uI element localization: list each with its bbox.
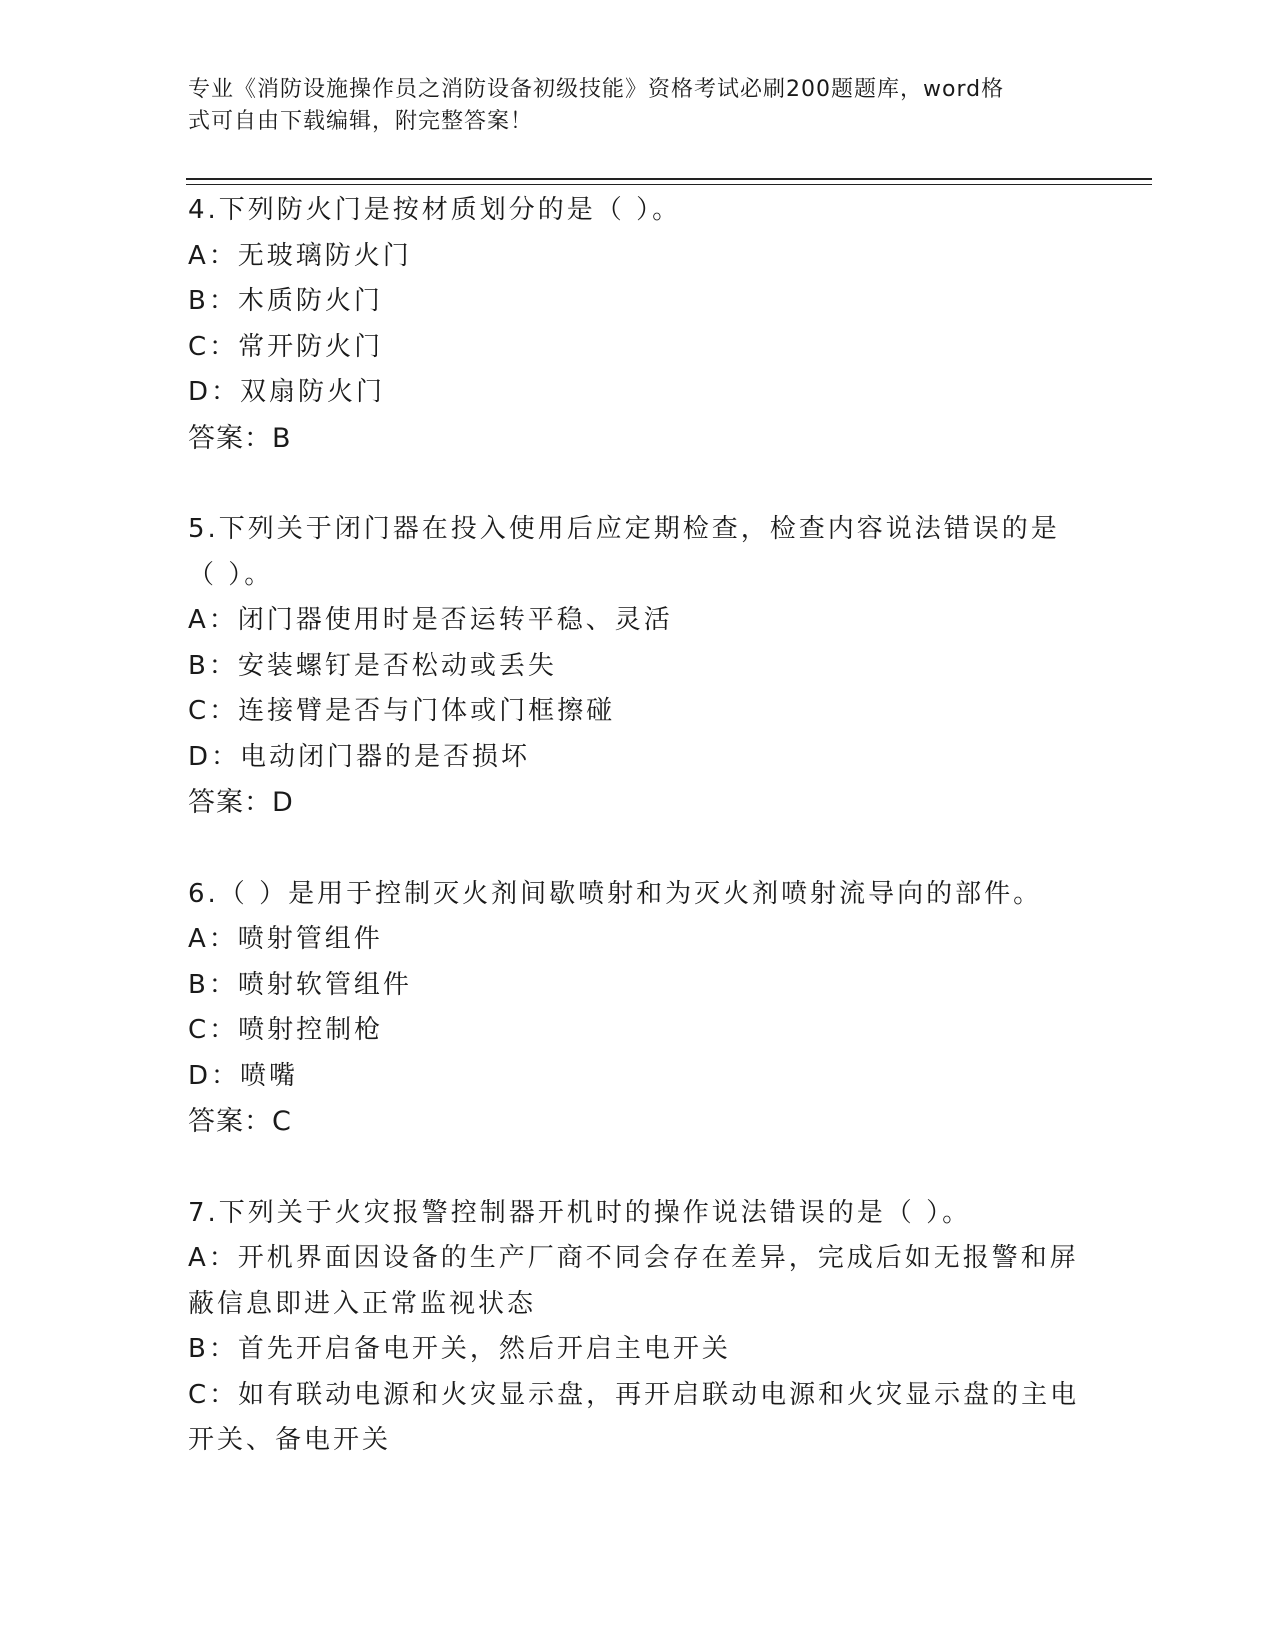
option-d: D：喷嘴 — [188, 1060, 299, 1091]
header-line-1: 专业《消防设施操作员之消防设备初级技能》资格考试必刷200题题库，word格 — [188, 77, 1005, 102]
answer-line: 答案：C — [188, 1106, 292, 1137]
option-b: B：喷射软管组件 — [188, 969, 412, 1000]
option-c: C：喷射控制枪 — [188, 1015, 384, 1045]
question-stem: 7.下列关于火灾报警控制器开机时的操作说法错误的是（ ）。 — [188, 1197, 972, 1228]
option-d: D：电动闭门器的是否损坏 — [188, 741, 531, 772]
option-a: A：喷射管组件 — [188, 924, 383, 954]
option-a: A：无玻璃防火门 — [188, 240, 412, 271]
answer-line: 答案：D — [188, 787, 294, 818]
option-c-continued: 开关、备电开关 — [188, 1425, 392, 1455]
question-stem-continued: （ ）。 — [188, 559, 274, 590]
question-5 — [188, 507, 1088, 826]
option-b: B：安装螺钉是否松动或丢失 — [188, 650, 557, 681]
question-stem: 4.下列防火门是按材质划分的是（ ）。 — [188, 195, 682, 225]
question-list — [188, 188, 1088, 1464]
header-line-2: 式可自由下载编辑，附完整答案！ — [188, 109, 534, 134]
answer-line: 答案：B — [188, 422, 292, 454]
option-d: D：双扇防火门 — [188, 377, 386, 407]
header-divider-thick — [186, 178, 1152, 180]
question-stem: 6.（ ）是用于控制灭火剂间歇喷射和为灭火剂喷射流导向的部件。 — [188, 878, 1043, 909]
document-header — [188, 74, 1068, 138]
option-a-continued: 蔽信息即进入正常监视状态 — [188, 1288, 537, 1319]
question-stem: 5.下列关于闭门器在投入使用后应定期检查，检查内容说法错误的是 — [188, 514, 1060, 544]
question-6 — [188, 872, 1088, 1145]
option-a: A：闭门器使用时是否运转平稳、灵活 — [188, 605, 673, 635]
option-c: C：如有联动电源和火灾显示盘，再开启联动电源和火灾显示盘的主电 — [188, 1379, 1080, 1410]
question-4 — [188, 188, 1088, 461]
option-b: B：首先开启备电开关，然后开启主电开关 — [188, 1334, 731, 1364]
option-b: B：木质防火门 — [188, 286, 383, 316]
question-7 — [188, 1191, 1088, 1464]
option-c: C：常开防火门 — [188, 331, 384, 362]
option-c: C：连接臂是否与门体或门框擦碰 — [188, 696, 616, 726]
header-divider-thin — [186, 184, 1152, 185]
option-a: A：开机界面因设备的生产厂商不同会存在差异，完成后如无报警和屏 — [188, 1243, 1079, 1273]
